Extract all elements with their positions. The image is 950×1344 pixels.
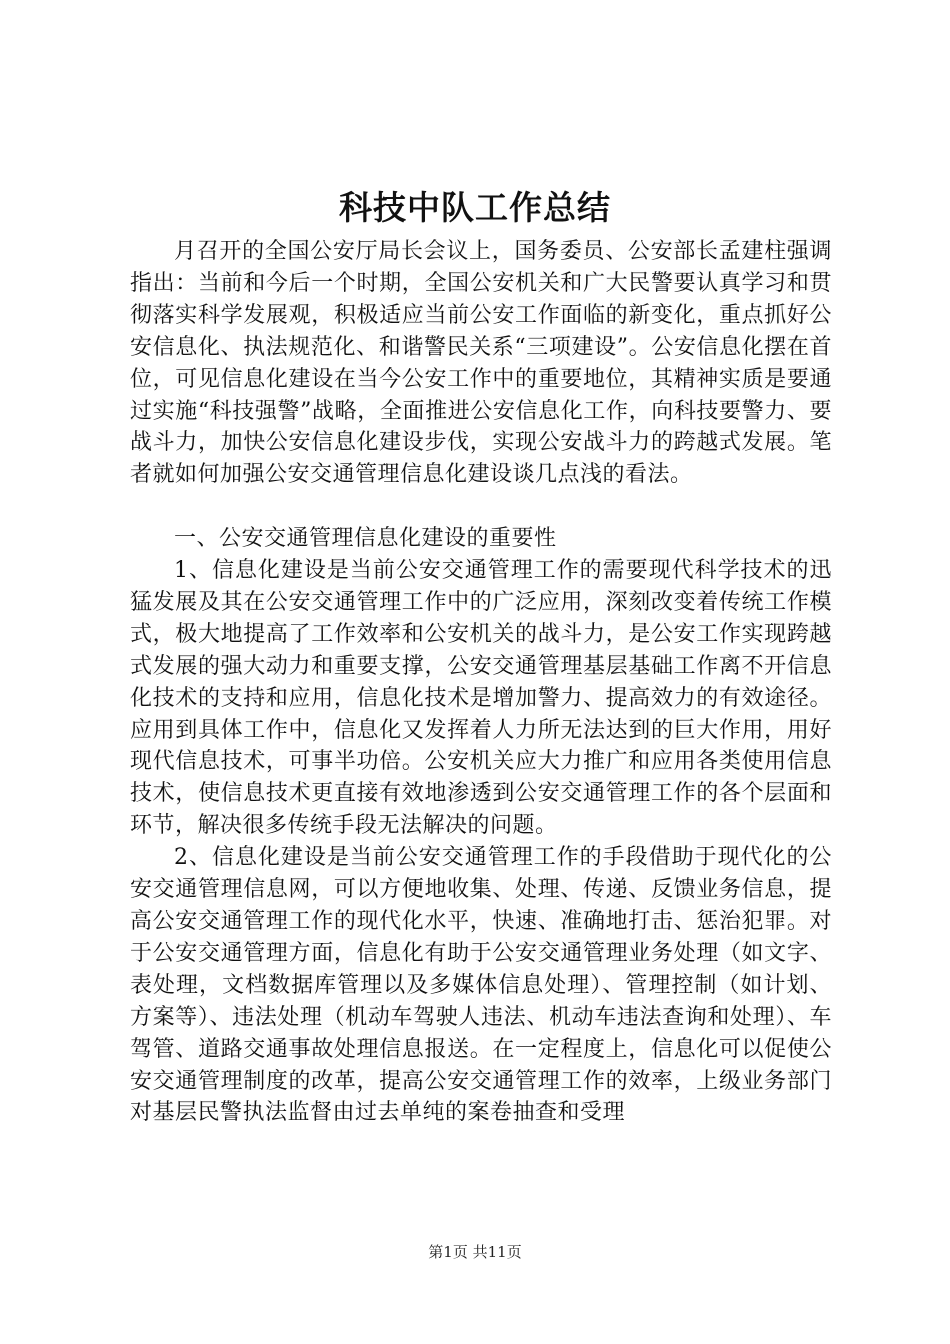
paragraph-item-2: 2、信息化建设是当前公安交通管理工作的手段借助于现代化的公安交通管理信息网，可以方便地收集、处理、传递、反馈业务信息，提高公安交通管理工作的现代化水平，快速、准确地打击、惩治犯罪。对于公安交通管理方面，信息化有助于公安交通管理业务处理（如文字、表处理，文档数据库管理以及多媒体信息处理）、管理控制（如计划、方案等）、违法处理（机动车驾驶人违法、机动车违法查询和处理）、车驾管、道路交通事故处理信息报送。在一定程度上，信息化可以促使公安交通管理制度的改革，提高公安交通管理工作的效率，上级业务部门对基层民警执法监督由过去单纯的案卷抽查和受理 [130, 845, 832, 1126]
paragraph-intro: 月召开的全国公安厅局长会议上，国务委员、公安部长孟建柱强调指出：当前和今后一个时期，全国公安机关和广大民警要认真学习和贯彻落实科学发展观，积极适应当前公安工作面临的新变化，重点抓好公安信息化、执法规范化、和谐警民关系“三项建设”。公安信息化摆在首位，可见信息化建设在当今公安工作中的重要地位，其精神实质是要通过实施“科技强警”战略，全面推进公安信息化工作，向科技要警力、要战斗力，加快公安信息化建设步伐，实现公安战斗力的跨越式发展。笔者就如何加强公安交通管理信息化建设谈几点浅的看法。 [130, 239, 832, 488]
document-title: 科技中队工作总结 [339, 188, 611, 227]
paragraph-item-1: 1、信息化建设是当前公安交通管理工作的需要现代科学技术的迅猛发展及其在公安交通管理工作中的广泛应用，深刻改变着传统工作模式，极大地提高了工作效率和公安机关的战斗力，是公安工作实现跨越式发展的强大动力和重要支撑，公安交通管理基层基础工作离不开信息化技术的支持和应用，信息化技术是增加警力、提高效力的有效途径。应用到具体工作中，信息化又发挥着人力所无法达到的巨大作用，用好现代信息技术，可事半功倍。公安机关应大力推广和应用各类使用信息技术，使信息技术更直接有效地渗透到公安交通管理工作的各个层面和环节，解决很多传统手段无法解决的问题。 [130, 558, 832, 839]
paragraph-spacer [130, 491, 832, 523]
page-footer: 第1页 共11页 [428, 1243, 522, 1261]
section-heading: 一、公安交通管理信息化建设的重要性 [174, 526, 557, 552]
document-body [130, 236, 832, 1129]
